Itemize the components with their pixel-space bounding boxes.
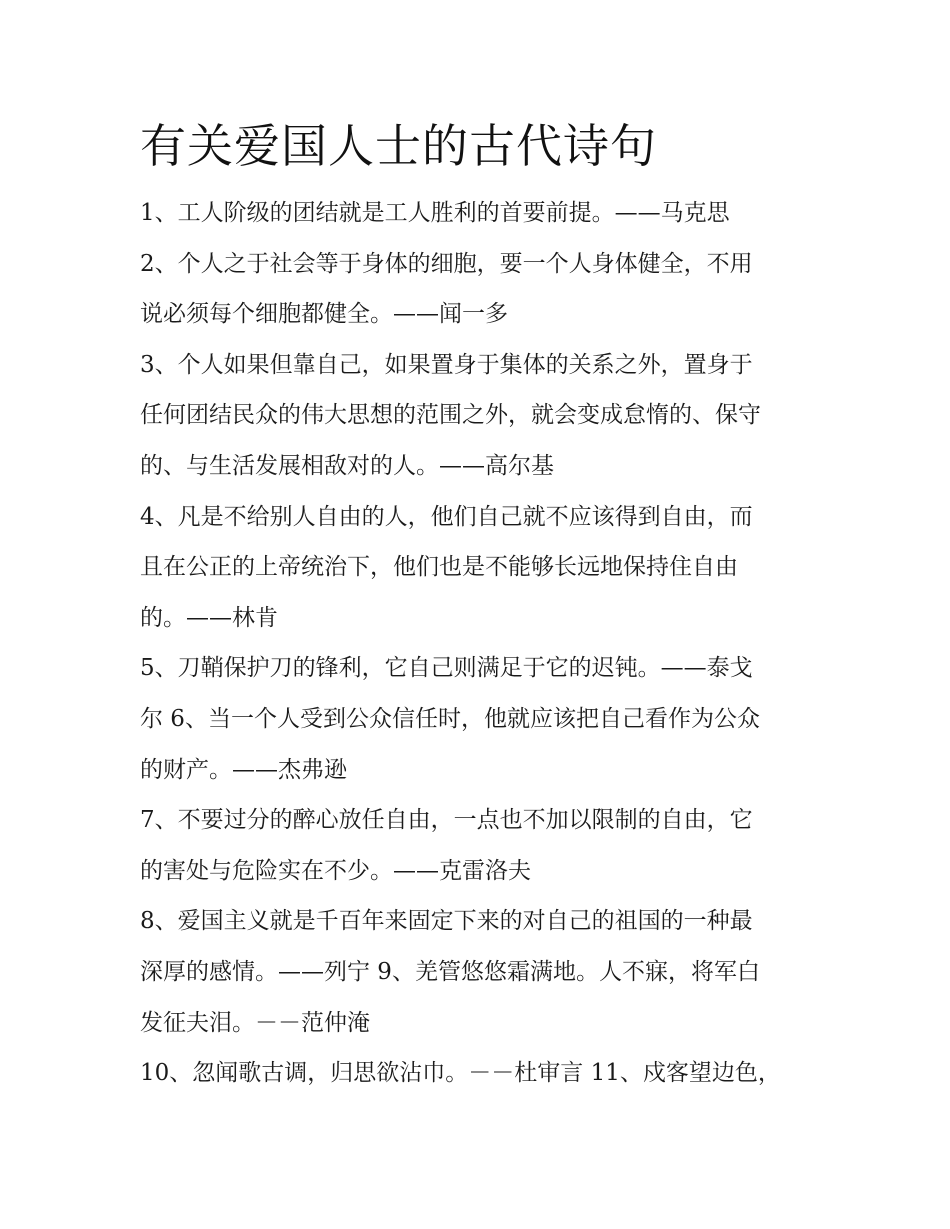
document-body [140,188,820,1099]
document-title: 有关爱国人士的古代诗句 [140,119,657,173]
text-line: 2、个人之于社会等于身体的细胞，要一个人身体健全，不用 [140,250,753,277]
text-line: 的害处与危险实在不少。——克雷洛夫 [140,857,531,884]
text-line: 说必须每个细胞都健全。——闻一多 [140,301,508,328]
text-line: 1、工人阶级的团结就是工人胜利的首要前提。——马克思 [140,200,730,226]
text-line: 发征夫泪。－－范仲淹 [140,1009,370,1036]
text-line: 8、爱国主义就是千百年来固定下来的对自己的祖国的一种最 [140,908,753,935]
text-line: 尔 6、当一个人受到公众信任时，他就应该把自己看作为公众 [140,705,760,732]
document-page [140,116,820,1099]
text-line: 的财产。——杰弗逊 [140,756,347,783]
text-line: 7、不要过分的醉心放任自由，一点也不加以限制的自由，它 [140,807,753,834]
text-line: 10、忽闻歌古调，归思欲沾巾。－－杜审言 11、戍客望边色， [140,1060,781,1087]
text-line: 任何团结民众的伟大思想的范围之外，就会变成怠惰的、保守 [140,402,761,429]
text-line: 3、个人如果但靠自己，如果置身于集体的关系之外，置身于 [140,351,753,378]
text-line: 4、凡是不给别人自由的人，他们自己就不应该得到自由，而 [140,503,753,530]
text-line: 且在公正的上帝统治下，他们也是不能够长远地保持住自由 [140,554,738,581]
text-line: 的、与生活发展相敌对的人。——高尔基 [140,452,554,479]
text-line: 的。——林肯 [140,604,278,631]
text-line: 深厚的感情。——列宁 9、羌管悠悠霜满地。人不寐，将军白 [140,958,760,985]
text-line: 5、刀鞘保护刀的锋利，它自己则满足于它的迟钝。——泰戈 [140,655,753,682]
